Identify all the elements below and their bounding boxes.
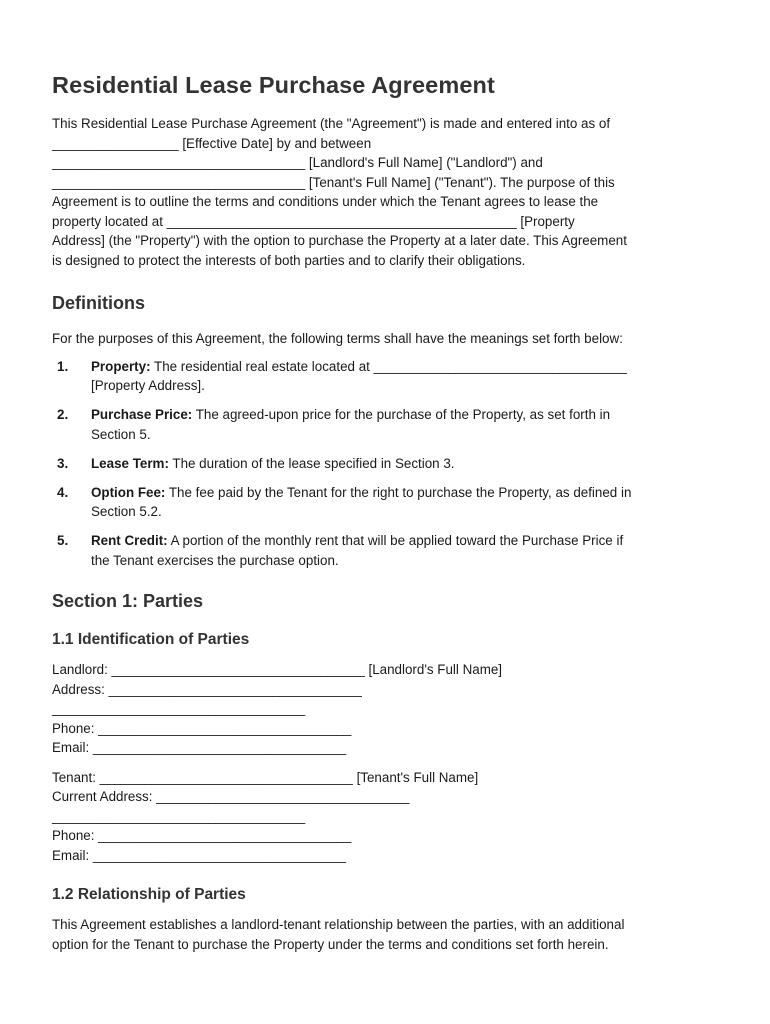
relationship-line: This Agreement establishes a landlord-tenant relationship between the parties, with an additional [52,917,625,932]
definition-text: The fee paid by the Tenant for the right to purchase the Property, as defined in [165,484,632,500]
definition-text: A portion of the monthly rent that will be applied toward the Purchase Price if [167,533,624,548]
relationship-line: option for the Tenant to purchase the Property under the terms and conditions set forth herein. [52,936,609,952]
relationship-paragraph [52,915,722,954]
definition-number: 1. [57,358,69,374]
definitions-list [52,357,722,571]
intro-line: Agreement is to outline the terms and conditions under which the Tenant agrees to lease the [52,194,599,209]
intro-line: __________________________________ [Tenant's Full Name] ("Tenant"). The purpose of this [52,174,615,190]
landlord-email-line: Email: __________________________________ [52,740,347,755]
tenant-name-line: Tenant: __________________________________ [Tenant's Full Name] [52,769,479,785]
landlord-phone-line: Phone: __________________________________ [52,720,352,736]
definition-item [52,405,722,444]
intro-line: _________________ [Effective Date] by and between [52,135,372,151]
tenant-address-line-2: __________________________________ [52,808,306,824]
definitions-heading: Definitions [52,293,145,313]
landlord-name-line: Landlord: __________________________________ [Landlord's Full Name] [52,662,503,677]
definition-term: Purchase Price: [91,407,193,422]
section1-heading: Section 1: Parties [52,591,204,611]
relationship-heading: 1.2 Relationship of Parties [52,886,246,903]
definition-text: The duration of the lease specified in Section 3. [168,455,455,471]
definition-number: 4. [57,484,69,500]
intro-paragraph [52,114,722,270]
landlord-block [52,660,722,758]
definition-term: Rent Credit: [91,533,168,548]
definition-text-cont: Section 5. [91,426,151,442]
definition-number: 2. [57,407,69,422]
tenant-address-line: Current Address: __________________________________ [52,789,410,804]
landlord-address-line: Address: __________________________________ [52,681,362,697]
intro-line: Address] (the "Property") with the option to purchase the Property at a later date. This Agreement [52,233,627,248]
definition-item [52,357,722,396]
document-page [52,70,722,954]
definition-term: Lease Term: [91,455,169,471]
intro-line: __________________________________ [Landlord's Full Name] ("Landlord") and [52,155,543,170]
definition-text: The agreed-upon price for the purchase of the Property, as set forth in [192,407,611,422]
intro-line: is designed to protect the interests of both parties and to clarify their obligations. [52,252,526,268]
intro-line: property located at _______________________________________________ [Property [52,213,575,229]
definition-number: 5. [57,533,69,548]
tenant-phone-line: Phone: __________________________________ [52,828,352,843]
definition-item [52,454,722,474]
definition-item [52,483,722,522]
definition-text-cont: the Tenant exercises the purchase option. [91,552,339,568]
tenant-email-line: Email: __________________________________ [52,847,347,863]
document-title: Residential Lease Purchase Agreement [52,72,495,98]
definition-term: Option Fee: [91,484,166,500]
identification-heading: 1.1 Identification of Parties [52,631,250,648]
definition-term: Property: [91,358,151,374]
landlord-address-line-2: __________________________________ [52,701,306,716]
definition-number: 3. [57,455,69,471]
tenant-block [52,768,722,866]
definitions-intro: For the purposes of this Agreement, the following terms shall have the meanings set forth below: [52,331,623,346]
definition-item [52,531,722,570]
definition-text-cont: Section 5.2. [91,504,162,519]
definition-text: The residential real estate located at __________________________________ [150,358,627,374]
intro-line: This Residential Lease Purchase Agreement (the "Agreement") is made and entered into as of [52,116,611,131]
definition-text-cont: [Property Address]. [91,378,205,393]
